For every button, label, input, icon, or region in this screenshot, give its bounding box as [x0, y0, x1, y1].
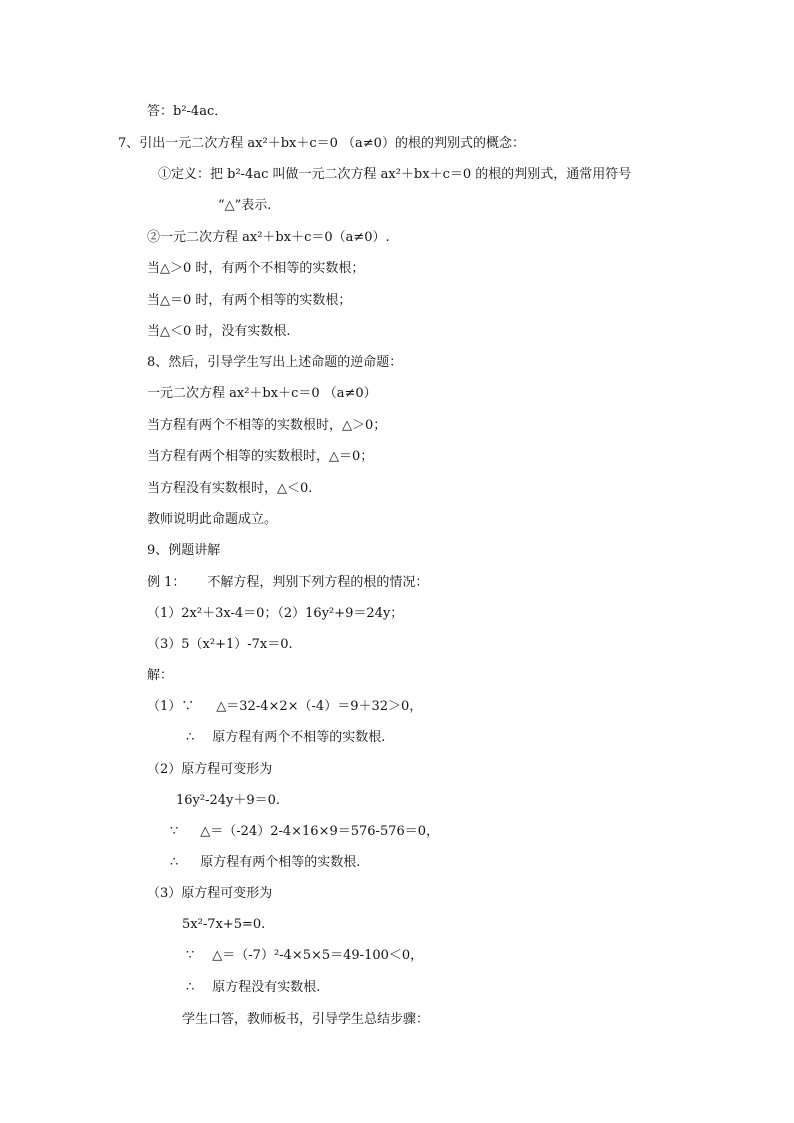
item-7-heading: 7、引出一元二次方程 ax²＋bx＋c＝0 （a≠0）的根的判别式的概念： — [118, 136, 525, 151]
because-symbol: ∵ — [186, 948, 195, 963]
converse-case-1: 当方程有两个不相等的实数根时，△＞0； — [147, 418, 387, 433]
because-symbol: （1）∵ — [147, 699, 195, 714]
conclusion-text: 原方程有两个相等的实数根. — [200, 855, 361, 870]
therefore-symbol: ∴ — [170, 855, 179, 870]
solution-3-discriminant — [186, 948, 423, 964]
solution-3-heading: （3）原方程可变形为 — [147, 886, 273, 901]
closing-line: 学生口答，教师板书，引导学生总结步骤： — [182, 1012, 430, 1027]
case-zero: 当△＝0 时，有两个相等的实数根； — [147, 293, 352, 308]
solution-1-discriminant — [147, 699, 422, 715]
case-negative: 当△＜0 时，没有实数根. — [147, 324, 291, 339]
solution-3-conclusion — [186, 980, 320, 996]
conclusion-text: 原方程没有实数根. — [212, 980, 321, 995]
conclusion-text: 原方程有两个不相等的实数根. — [212, 730, 386, 745]
converse-case-3: 当方程没有实数根时，△＜0. — [147, 481, 313, 496]
solution-1-conclusion — [186, 730, 385, 746]
item-8-heading: 8、然后，引导学生写出上述命题的逆命题： — [147, 355, 403, 370]
converse-case-2: 当方程有两个相等的实数根时，△＝0； — [147, 449, 374, 464]
definition-line: ①定义：把 b²-4ac 叫做一元二次方程 ax²＋bx＋c＝0 的根的判别式，通常用符号 — [158, 167, 632, 182]
example-equations-1-2: （1）2x²＋3x-4＝0；（2）16y²+9＝24y； — [147, 606, 404, 621]
example-prompt: 不解方程，判别下列方程的根的情况： — [207, 575, 429, 590]
solution-2-discriminant — [170, 824, 439, 840]
discriminant-calc: △＝32-4×2×（-4）＝9＋32＞0， — [216, 699, 423, 714]
case-positive: 当△＞0 时，有两个不相等的实数根； — [147, 261, 365, 276]
teacher-note: 教师说明此命题成立。 — [147, 512, 278, 527]
discriminant-calc: △＝（-7）²-4×5×5＝49-100＜0， — [212, 948, 424, 963]
solution-label: 解： — [147, 668, 174, 683]
solution-2-conclusion — [170, 855, 360, 871]
discriminant-calc: △＝（-24）2-4×16×9＝576-576＝0， — [200, 824, 440, 839]
answer-line: 答：b²-4ac． — [147, 104, 228, 119]
solution-3-equation: 5x²-7x+5=0. — [182, 917, 266, 932]
example-equation-3: （3）5（x²+1）-7x＝0. — [147, 637, 293, 652]
item-9-heading: 9、例题讲解 — [147, 543, 221, 558]
converse-equation: 一元二次方程 ax²＋bx＋c＝0 （a≠0） — [147, 386, 377, 401]
definition-continuation: “△”表示. — [218, 198, 272, 213]
solution-2-heading: （2）原方程可变形为 — [147, 762, 273, 777]
therefore-symbol: ∴ — [186, 980, 195, 995]
solution-2-equation: 16y²-24y＋9＝0. — [176, 793, 281, 808]
example-label: 例 1： — [147, 575, 186, 590]
equation-statement: ②一元二次方程 ax²＋bx＋c＝0（a≠0）. — [147, 230, 390, 245]
example-1 — [147, 575, 428, 591]
because-symbol: ∵ — [170, 824, 179, 839]
therefore-symbol: ∴ — [186, 730, 195, 745]
